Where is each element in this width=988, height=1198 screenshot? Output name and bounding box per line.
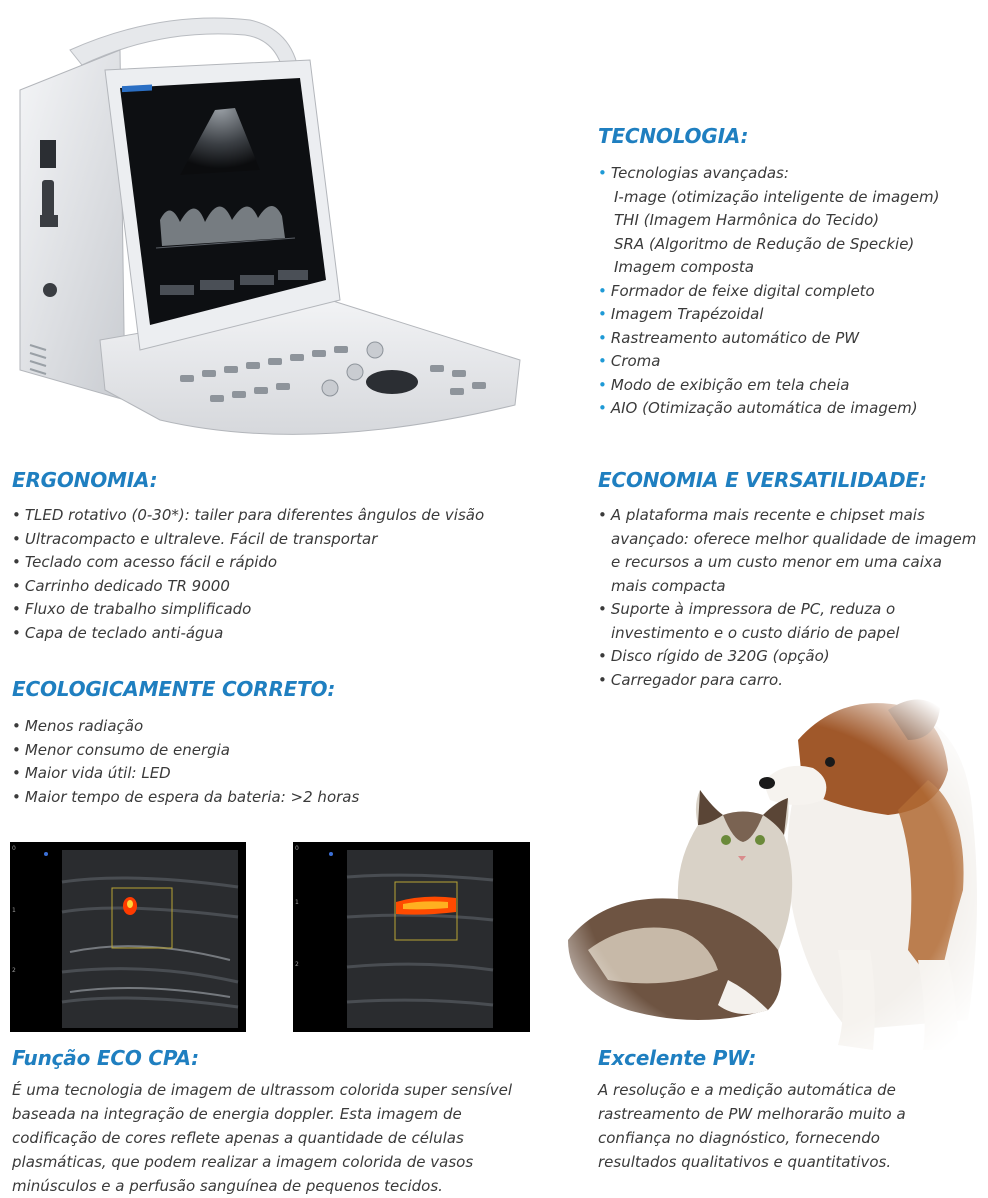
dog-and-cat-image xyxy=(548,690,988,1070)
ecologicamente-title: ECOLOGICAMENTE CORRETO: xyxy=(12,677,336,701)
excelente-pw-title: Excelente PW: xyxy=(598,1046,757,1070)
tecnologia-title: TECNOLOGIA: xyxy=(598,124,749,148)
list-item: • Modo de exibição em tela cheia xyxy=(598,374,939,398)
list-item: • Capa de teclado anti-água xyxy=(12,622,484,646)
list-item: • AIO (Otimização automática de imagem) xyxy=(598,397,939,421)
paragraph-line: rastreamento de PW melhorarão muito a xyxy=(598,1105,906,1123)
list-item: • Fluxo de trabalho simplificado xyxy=(12,598,484,622)
list-item: • Ultracompacto e ultraleve. Fácil de transportar xyxy=(12,528,484,552)
tecnologia-section xyxy=(598,124,939,421)
list-item: e recursos a um custo menor em uma caixa xyxy=(611,553,942,571)
list-item: • Rastreamento automático de PW xyxy=(598,327,939,351)
excelente-pw-body xyxy=(598,1078,906,1174)
list-item: THI (Imagem Harmônica do Tecido) xyxy=(614,211,880,229)
list-item: • Croma xyxy=(598,350,939,374)
list-item: • Carregador para carro. xyxy=(598,669,988,693)
list-item: Imagem composta xyxy=(614,258,754,276)
svg-text:2: 2 xyxy=(12,967,16,974)
list-item: SRA (Algoritmo de Redução de Speckie) xyxy=(614,234,915,253)
ergonomia-title: ERGONOMIA: xyxy=(12,468,158,492)
paragraph-line: resultados qualitativos e quantitativos. xyxy=(598,1153,892,1171)
economia-section xyxy=(598,468,988,692)
ecologicamente-list xyxy=(12,715,359,809)
funcao-eco-section xyxy=(12,1046,512,1198)
list-item: • Maior tempo de espera da bateria: >2 horas xyxy=(12,786,359,810)
paragraph-line: A resolução e a medição automática de xyxy=(598,1081,896,1099)
svg-text:1: 1 xyxy=(295,899,299,906)
paragraph-line: confiança no diagnóstico, fornecendo xyxy=(598,1129,880,1147)
ergonomia-section xyxy=(12,468,484,645)
list-item: • Carrinho dedicado TR 9000 xyxy=(12,575,484,599)
list-item: mais compacta xyxy=(611,576,726,595)
funcao-eco-title: Função ECO CPA: xyxy=(12,1046,199,1070)
economia-list xyxy=(598,504,988,692)
ecologicamente-section xyxy=(12,677,359,809)
paragraph-line: baseada na integração de energia doppler. Esta imagem de xyxy=(12,1105,462,1123)
economia-title: ECONOMIA E VERSATILIDADE: xyxy=(598,468,927,492)
list-item: • Menor consumo de energia xyxy=(12,739,359,763)
svg-text:1: 1 xyxy=(12,907,16,914)
list-item: investimento e o custo diário de papel xyxy=(611,623,900,642)
list-item: • Tecnologias avançadas: xyxy=(598,162,939,186)
ergonomia-list xyxy=(12,504,484,645)
svg-text:0: 0 xyxy=(295,845,299,852)
list-item: • Imagem Trapézoidal xyxy=(598,303,939,327)
list-item: • Disco rígido de 320G (opção) xyxy=(598,645,988,669)
ultrasound-device-image xyxy=(10,10,530,455)
funcao-eco-body xyxy=(12,1078,512,1198)
list-item: • TLED rotativo (0-30*): tailer para diferentes ângulos de visão xyxy=(12,504,484,528)
list-item: • Suporte à impressora de PC, reduza o xyxy=(598,598,988,622)
paragraph-line: codificação de cores reflete apenas a quantidade de células xyxy=(12,1129,464,1147)
excelente-pw-section xyxy=(598,1046,906,1174)
list-item: I-mage (otimização inteligente de imagem) xyxy=(614,187,940,206)
doppler-image-1 xyxy=(10,842,246,1032)
tecnologia-list xyxy=(598,162,939,421)
list-item: • A plataforma mais recente e chipset mais xyxy=(598,504,988,528)
list-item: avançado: oferece melhor qualidade de imagem xyxy=(611,529,977,548)
list-item: • Teclado com acesso fácil e rápido xyxy=(12,551,484,575)
svg-text:0: 0 xyxy=(12,845,16,852)
list-item: • Maior vida útil: LED xyxy=(12,762,359,786)
doppler-image-2 xyxy=(293,842,530,1032)
svg-text:2: 2 xyxy=(295,961,299,968)
list-item: • Menos radiação xyxy=(12,715,359,739)
list-item: • Formador de feixe digital completo xyxy=(598,280,939,304)
paragraph-line: plasmáticas, que podem realizar a imagem colorida de vasos xyxy=(12,1153,474,1171)
paragraph-line: É uma tecnologia de imagem de ultrassom colorida super sensível xyxy=(12,1081,512,1099)
paragraph-line: minúsculos e a perfusão sanguínea de pequenos tecidos. xyxy=(12,1177,443,1195)
